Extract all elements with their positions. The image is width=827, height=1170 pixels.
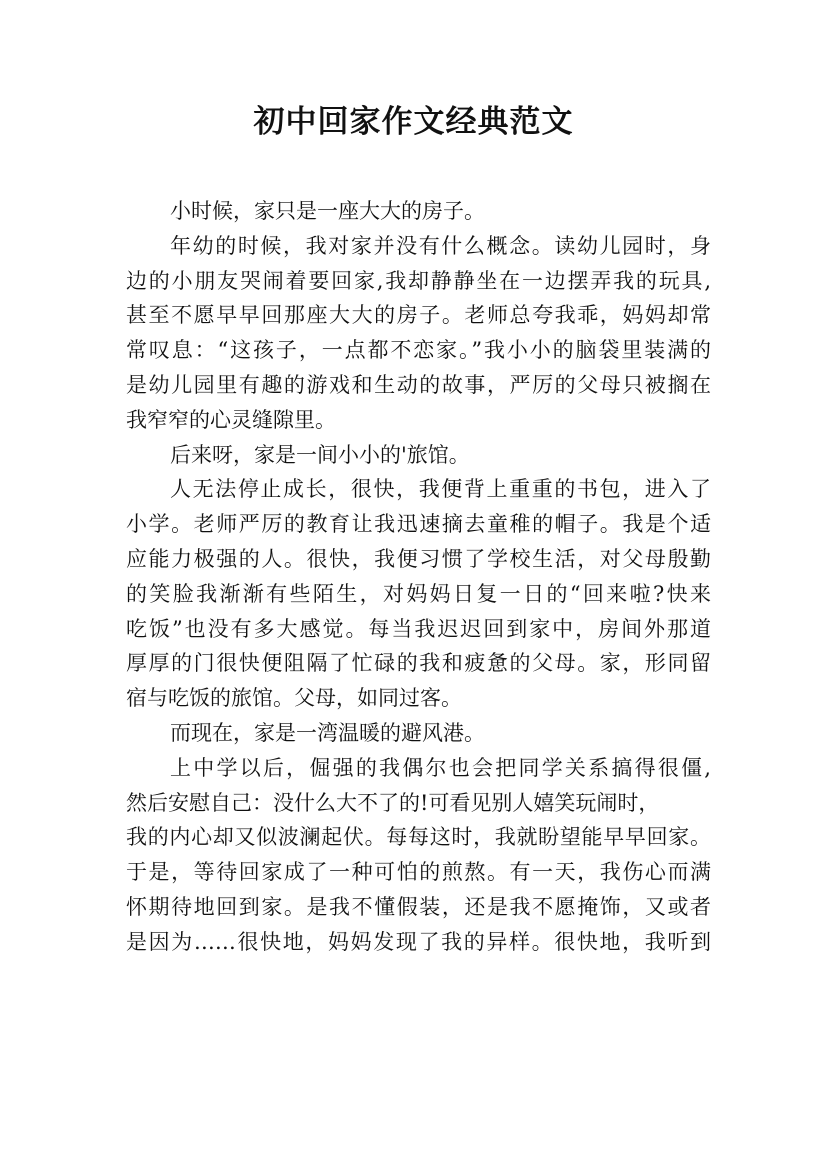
text-line: 我窄窄的心灵缝隙里。 (126, 407, 336, 432)
document-title: 初中回家作文经典范文 (253, 104, 574, 140)
text-line: 上中学以后，倔强的我偶尔也会把同学关系搞得很僵, (170, 755, 711, 780)
text-line: 我的内心却又似波澜起伏。每每这时，我就盼望能早早回家。 (126, 825, 711, 850)
text-line: 小学。老师严厉的教育让我迅速摘去童稚的帽子。我是个适 (126, 512, 711, 537)
text-line: 怀期待地回到家。是我不懂假装，还是我不愿掩饰，又或者 (126, 894, 711, 919)
text-line: 甚至不愿早早回那座大大的房子。老师总夸我乖，妈妈却常 (126, 303, 711, 328)
text-line: 厚厚的门很快便阻隔了忙碌的我和疲惫的父母。家，形同留 (126, 651, 711, 676)
text-line: 是因为……很快地，妈妈发现了我的异样。很快地，我听到 (126, 929, 711, 954)
text-line: 然后安慰自己：没什么大不了的!可看见别人嬉笑玩闹时， (126, 790, 660, 815)
text-line: 吃饭”也没有多大感觉。每当我迟迟回到家中，房间外那道 (126, 616, 711, 641)
text-line: 边的小朋友哭闹着要回家,我却静静坐在一边摆弄我的玩具, (126, 268, 711, 293)
document-body (126, 194, 711, 960)
text-line: 而现在，家是一湾温暖的避风港。 (170, 720, 485, 745)
text-line: 常叹息：“这孩子，一点都不恋家。”我小小的脑袋里装满的 (126, 338, 711, 363)
text-line: 于是，等待回家成了一种可怕的煎熬。有一天，我伤心而满 (126, 860, 711, 885)
text-line: 人无法停止成长，很快，我便背上重重的书包，进入了 (170, 477, 711, 502)
text-line: 后来呀，家是一间小小的'旅馆。 (170, 442, 470, 467)
text-line: 小时候，家只是一座大大的房子。 (170, 199, 485, 223)
text-line: 应能力极强的人。很快，我便习惯了学校生活，对父母殷勤 (126, 546, 711, 571)
text-line: 年幼的时候，我对家并没有什么概念。读幼儿园时，身 (170, 233, 711, 258)
text-line: 是幼儿园里有趣的游戏和生动的故事，严厉的父母只被搁在 (126, 372, 711, 397)
text-line: 宿与吃饭的旅馆。父母，如同过客。 (126, 686, 462, 711)
text-line: 的笑脸我渐渐有些陌生，对妈妈日复一日的“回来啦?快来 (126, 581, 711, 606)
